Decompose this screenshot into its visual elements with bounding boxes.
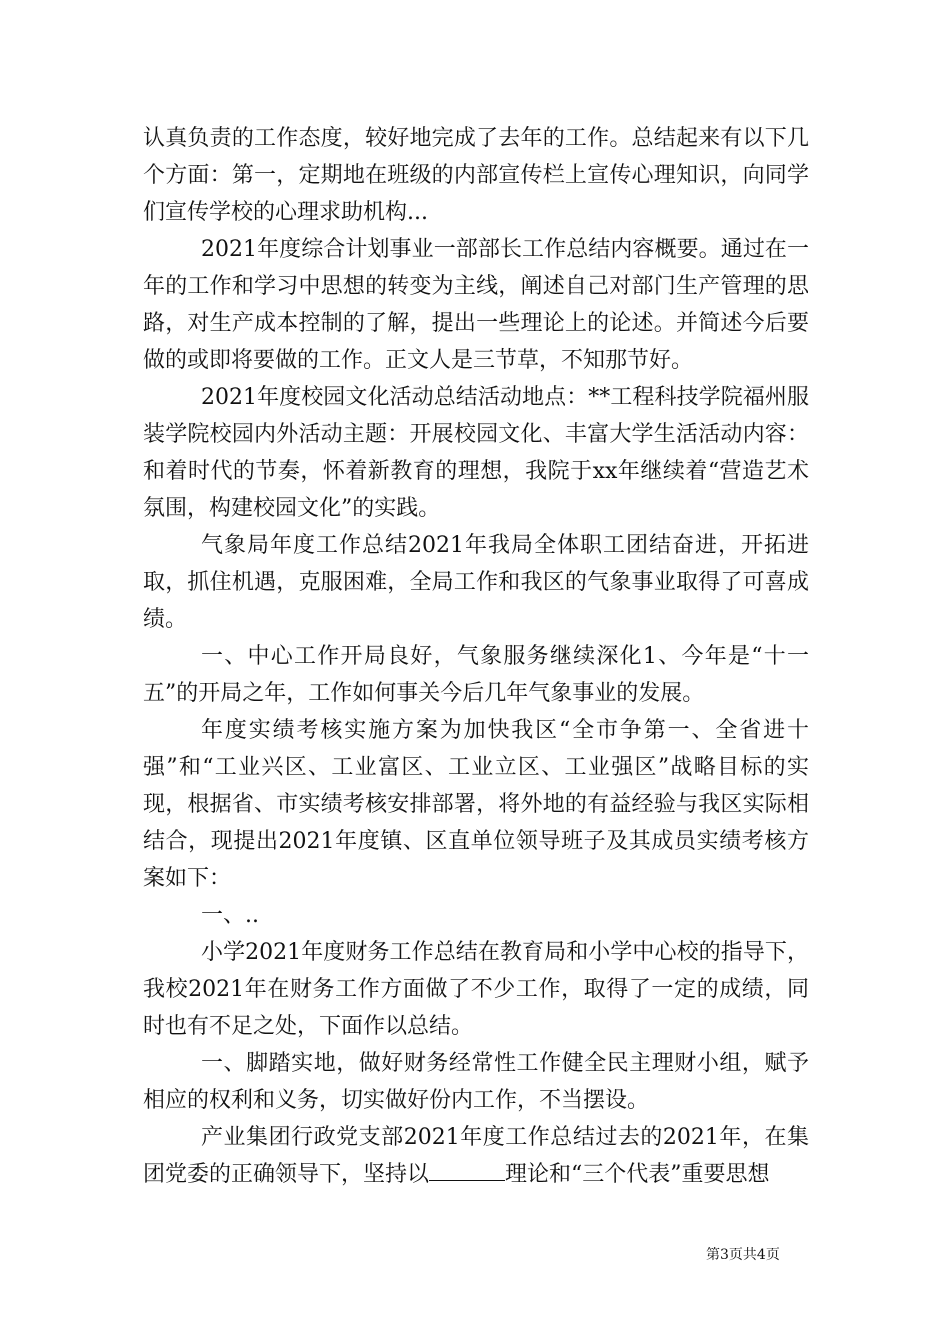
paragraph-2: 2021年度综合计划事业一部部长工作总结内容概要。通过在一年的工作和学习中思想的转变为主线，阐述自己对部门生产管理的思路，对生产成本控制的了解，提出一些理论上的论述。并简述今后要做的或即将要做的工作。正文人是三节草，不知那节好。	[143, 237, 809, 373]
fill-in-blank	[429, 1158, 505, 1181]
paragraph-1: 认真负责的工作态度，较好地完成了去年的工作。总结起来有以下几个方面：第一，定期地在班级的内部宣传栏上宣传心理知识，向同学们宣传学校的心理求助机构...	[143, 126, 809, 225]
paragraph-10	[143, 1119, 809, 1193]
paragraph-5: 一、中心工作开局良好，气象服务继续深化1、今年是“十一五”的开局之年，工作如何事关今后几年气象事业的发展。	[143, 644, 809, 706]
document-body	[143, 120, 809, 1193]
paragraph-7: 一、..	[201, 903, 259, 928]
paragraph-8: 小学2021年度财务工作总结在教育局和小学中心校的指导下，我校2021年在财务工作方面做了不少工作，取得了一定的成绩，同时也有不足之处，下面作以总结。	[143, 940, 809, 1039]
paragraph-3: 2021年度校园文化活动总结活动地点：**工程科技学院福州服装学院校园内外活动主题：开展校园文化、丰富大学生活活动内容：和着时代的节奏，怀着新教育的理想，我院于xx年继续着“营造艺术氛围，构建校园文化”的实践。	[143, 385, 809, 521]
paragraph-4: 气象局年度工作总结2021年我局全体职工团结奋进，开拓进取，抓住机遇，克服困难，全局工作和我区的气象事业取得了可喜成绩。	[143, 533, 809, 632]
paragraph-10-end: 理论和“三个代表”重要思想	[505, 1162, 770, 1187]
page-number-footer: 第3页共4页	[706, 1247, 780, 1263]
paragraph-10-start: 产业集团行政党支部2021年度工作总结过去的2021年，在集团党委的正确领导下，坚持以	[143, 1125, 809, 1187]
paragraph-9: 一、脚踏实地，做好财务经常性工作健全民主理财小组，赋予相应的权利和义务，切实做好份内工作，不当摆设。	[143, 1051, 809, 1113]
paragraph-6: 年度实绩考核实施方案为加快我区“全市争第一、全省进十强”和“工业兴区、工业富区、工业立区、工业强区”战略目标的实现，根据省、市实绩考核安排部署，将外地的有益经验与我区实际相结合，现提出2021年度镇、区直单位领导班子及其成员实绩考核方案如下：	[143, 718, 809, 891]
